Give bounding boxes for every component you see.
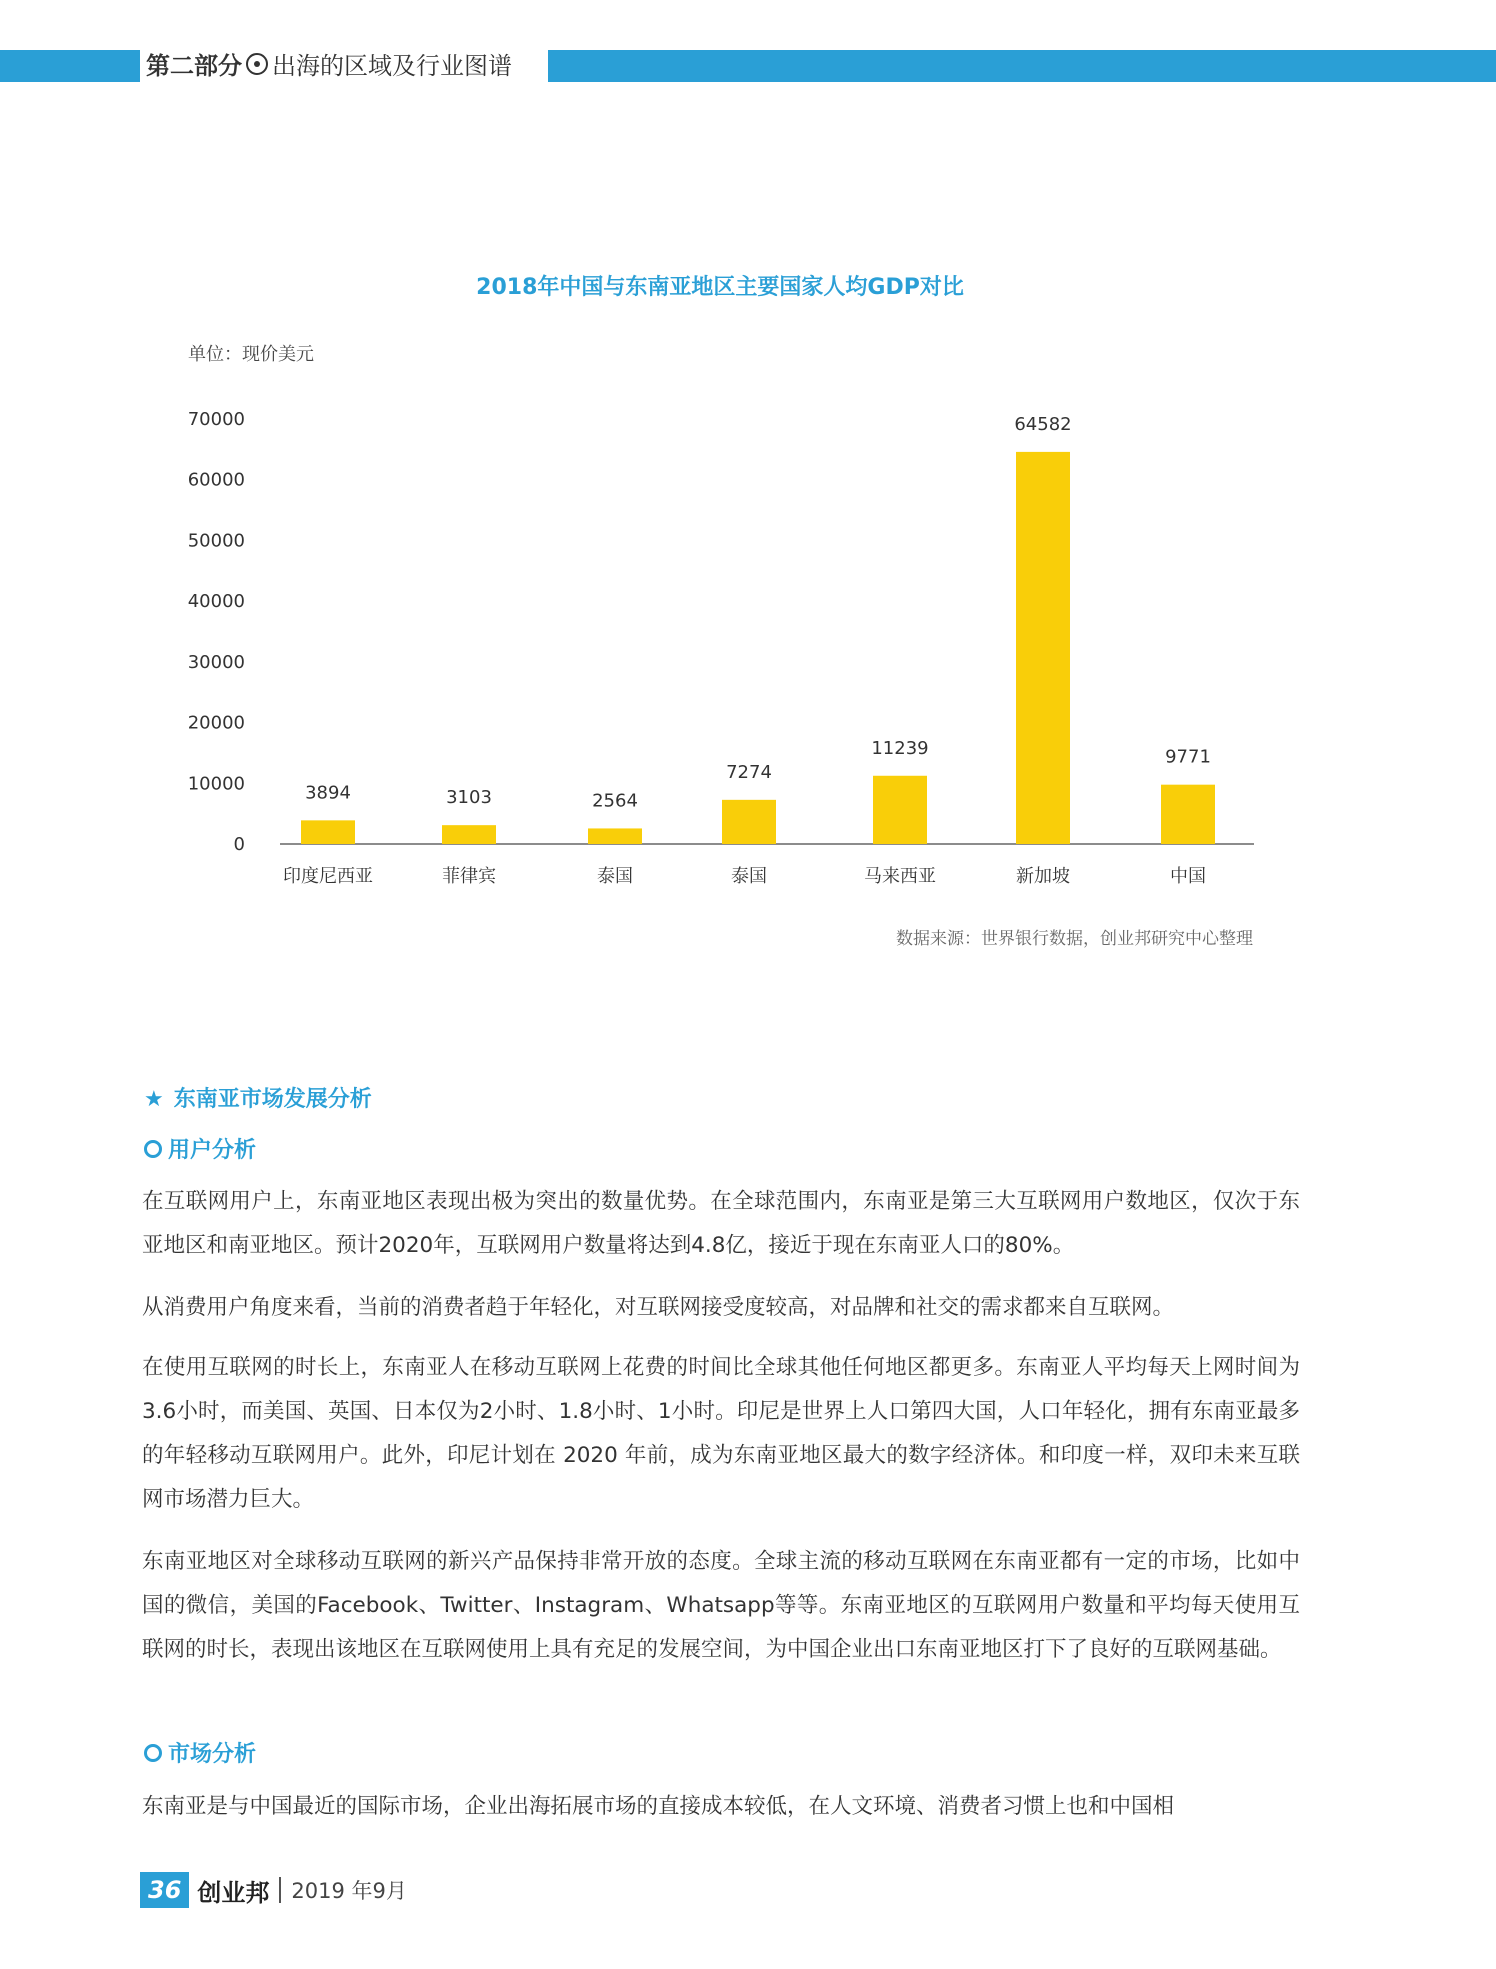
paragraph-1: 在互联网用户上，东南亚地区表现出极为突出的数量优势。在全球范围内，东南亚是第三大互联网用户数地区，仅次于东亚地区和南亚地区。预计2020年，互联网用户数量将达到4.8亿，接近于现在东南亚人口的80%。 [142, 1189, 1300, 1258]
header-part: 第二部分 [146, 52, 242, 80]
y-tick-label: 10000 [187, 773, 245, 795]
section-title-text: 东南亚市场发展分析 [173, 1087, 372, 1112]
bar [588, 828, 642, 844]
x-tick-label: 菲律宾 [442, 866, 496, 887]
bar-value-label: 2564 [592, 790, 638, 812]
chart-unit-label: 单位：现价美元 [188, 344, 314, 365]
x-tick-label: 新加坡 [1016, 866, 1070, 887]
market-analysis-title: 市场分析 [168, 1742, 257, 1767]
paragraph-4: 东南亚地区对全球移动互联网的新兴产品保持非常开放的态度。全球主流的移动互联网在东南亚都有一定的市场，比如中国的微信，美国的Facebook、Twitter、Instagram、Whatsapp等等。东南亚地区的互联网用户数量和平均每天使用互联网的时长，表现出该地区在互联网使用上具有充足的发展空间，为中国企业出口东南亚地区打下了良好的互联网基础。 [142, 1549, 1300, 1662]
bar [1016, 452, 1070, 844]
x-tick-label: 印度尼西亚 [283, 866, 373, 887]
market-analysis-heading [144, 1737, 256, 1768]
bar-value-label: 64582 [1014, 413, 1072, 435]
paragraph-market: 东南亚是与中国最近的国际市场，企业出海拓展市场的直接成本较低，在人文环境、消费者习惯上也和中国相 [142, 1794, 1175, 1819]
chart-source: 数据来源：世界银行数据，创业邦研究中心整理 [896, 929, 1253, 949]
bar [722, 800, 776, 844]
x-tick-label: 马来西亚 [864, 866, 936, 887]
bar-value-label: 9771 [1165, 746, 1211, 768]
user-analysis-heading [144, 1133, 256, 1164]
gdp-bar-chart [170, 400, 1270, 900]
footer-date: 2019 年9月 [291, 1879, 407, 1903]
x-tick-label: 中国 [1170, 866, 1206, 887]
bar-value-label: 11239 [871, 737, 929, 759]
paragraph-3: 在使用互联网的时长上，东南亚人在移动互联网上花费的时间比全球其他任何地区都更多。东南亚人平均每天上网时间为3.6小时，而美国、英国、日本仅为2小时、1.8小时、1小时。印尼是世界上人口第四大国，人口年轻化，拥有东南亚最多的年轻移动互联网用户。此外，印尼计划在 2020 年前，成为东南亚地区最大的数字经济体。和印度一样，双印未来互联网市场潜力巨大。 [142, 1355, 1300, 1512]
y-tick-label: 30000 [187, 651, 245, 673]
bar-value-label: 7274 [726, 761, 772, 783]
chart-title: 2018年中国与东南亚地区主要国家人均GDP对比 [476, 275, 964, 300]
page-number: 36 [140, 1872, 189, 1908]
page-footer [140, 1872, 407, 1910]
y-tick-label: 70000 [187, 409, 245, 430]
header-bar-left [0, 50, 140, 82]
bullet-circle-icon [246, 53, 268, 75]
y-tick-label: 20000 [187, 712, 245, 734]
y-tick-label: 60000 [187, 469, 245, 491]
y-tick-label: 0 [233, 834, 245, 855]
header-section: 出海的区域及行业图谱 [272, 52, 512, 80]
bar [301, 820, 355, 844]
header-bar-right [548, 50, 1496, 82]
y-tick-label: 50000 [187, 530, 245, 552]
bar [442, 825, 496, 844]
paragraph-2: 从消费用户角度来看，当前的消费者趋于年轻化，对互联网接受度较高，对品牌和社交的需求都来自互联网。 [142, 1295, 1175, 1320]
y-tick-label: 40000 [187, 591, 245, 613]
circle-bullet-icon [144, 1140, 162, 1158]
bar [1161, 785, 1215, 844]
bar-value-label: 3103 [446, 787, 492, 809]
x-tick-label: 泰国 [597, 866, 633, 887]
section-title [144, 1082, 372, 1113]
user-analysis-title: 用户分析 [168, 1138, 257, 1163]
brand-logo: 创业邦 [197, 1878, 270, 1907]
circle-bullet-icon [144, 1744, 162, 1762]
bar-value-label: 3894 [305, 782, 351, 804]
x-tick-label: 泰国 [731, 866, 767, 887]
header-title [146, 46, 512, 86]
footer-divider [279, 1877, 281, 1903]
star-icon: ★ [144, 1087, 164, 1112]
bar [873, 776, 927, 844]
